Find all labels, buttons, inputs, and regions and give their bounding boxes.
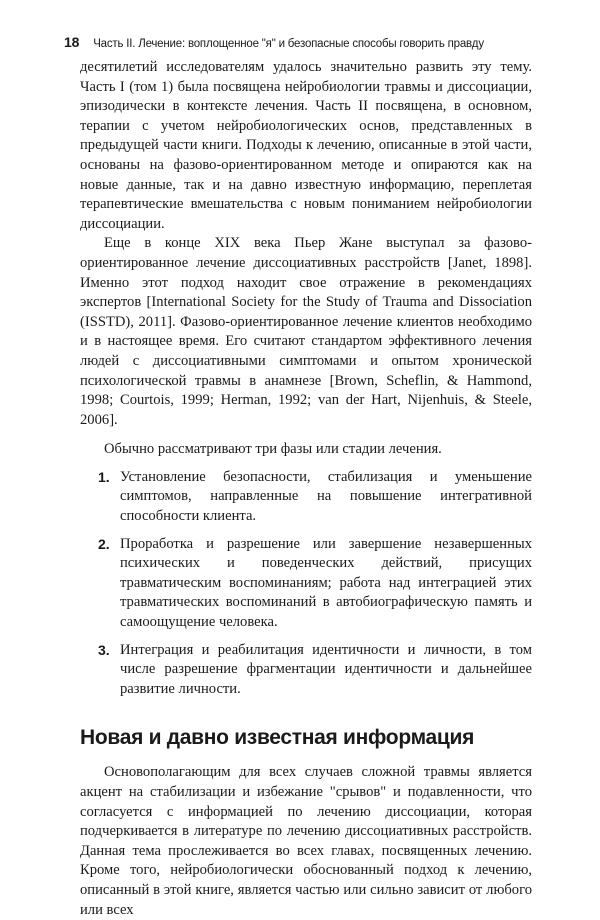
- list-number: 3.: [98, 641, 110, 658]
- list-item-phase-3: [80, 641, 532, 700]
- section-heading: Новая и давно известная информация: [80, 726, 475, 750]
- page-body: [80, 58, 532, 920]
- list-item-text: Установление безопасности, стабилизация и уменьшение симптомов, направленные на повышение интегративной способности клиента.: [120, 468, 532, 525]
- running-header: [64, 34, 544, 50]
- paragraph-janet: Еще в конце XIX века Пьер Жане выступал за фазово-ориентированное лечение диссоциативных расстройств [Janet, 1898]. Именно этот подход находит свое отражение в рекомендациях экспертов [International Society for the Study of Trauma and Dissociation (ISSTD), 2011]. Фазово-ориентированное лечение клиентов необходимо и в настоящее время. Его считают стандартом эффективного лечения людей с диссоциативными симптомами и опытом хронической психологической травмы в анамнезе [Brown, Scheflin, & Hammond, 1998; Courtois, 1999; Herman, 1992; van der Hart, Nijenhuis, & Steele, 2006].: [80, 235, 532, 428]
- list-item-phase-2: [80, 535, 532, 633]
- list-item-text: Интеграция и реабилитация идентичности и личности, в том числе разрешение фрагментации идентичности и дальнейшее развитие личности.: [120, 641, 532, 697]
- list-number: 1.: [98, 468, 110, 485]
- list-number: 2.: [98, 535, 110, 552]
- paragraph-section-intro: Основополагающим для всех случаев сложной травмы является акцент на стабилизации и избежание "срывов" и подавленности, что согласуется с информацией по лечению диссоциации, которая подчеркивается в литературе по лечению диссоциативных расстройств. Данная тема прослеживается во всех главах, посвященных лечению. Кроме того, нейробиологически обоснованный подход к лечению, описанный в этой книге, является частью или сильно зависит от любого или всех: [80, 764, 532, 918]
- running-title: Часть II. Лечение: воплощенное "я" и безопасные способы говорить правду: [93, 38, 484, 50]
- page-number: 18: [64, 34, 80, 50]
- paragraph-phases-intro: Обычно рассматривают три фазы или стадии лечения.: [104, 441, 442, 458]
- paragraph-continued: десятилетий исследователям удалось значительно развить эту тему. Часть I (том 1) была посвящена нейробиологии травмы и диссоциации, эпизодически в контексте лечения. Часть II посвящена, в основном, терапии с учетом нейробиологических основ, представленных в предыдущей части книги. Подходы к лечению, описанные в этой части, основаны на фазово-ориентированном методе и опираются как на новые данные, так и на давно известную информацию, переплетая терапевтические вмешательства с новым пониманием нейробиологии диссоциации.: [80, 59, 532, 232]
- phases-list: [80, 468, 532, 700]
- list-item-phase-1: [80, 468, 532, 527]
- list-item-text: Проработка и разрешение или завершение незавершенных психических и поведенческих действий, присущих травматическим воспоминаниям; работа над интеграцией этих травматических воспоминаний в автобиографическую память и самоощущение человека.: [120, 535, 532, 631]
